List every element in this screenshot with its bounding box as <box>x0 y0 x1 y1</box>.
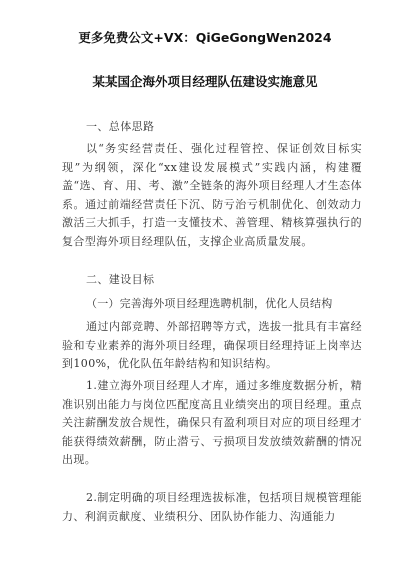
section-paragraph-1: 以“务实经营责任、强化过程管控、保证创效目标实现”为纲领，深化“xx建设发展模式”实践内涵，构建覆盖“选、育、用、考、激”全链条的海外项目经理人才生态体系。通过前端经营责任下沉、防亏治亏机制优化、创效动力激活三大抓手，打造一支懂技术、善管理、精核算强执行的复合型海外项目经理队伍，支撑企业高质量发展。 <box>62 142 362 248</box>
document-title: 某某国企海外项目经理队伍建设实施意见 <box>92 74 318 89</box>
subsection-paragraph-1: 通过内部竞聘、外部招聘等方式，选拔一批具有丰富经验和专业素养的海外项目经理，确保项目经理持证上岗率达到100%，优化队伍年龄结构和知识结构。 <box>62 320 362 370</box>
watermark-text: 更多免费公文+VX：QiGeGongWen2024 <box>78 30 332 45</box>
list-item-2: 2.制定明确的项目经理选拔标准，包括项目规模管理能力、利润贡献度、业绩积分、团队协作能力、沟通能力 <box>62 491 362 523</box>
section-heading-1: 一、总体思路 <box>86 120 155 133</box>
section-heading-2: 二、建设目标 <box>86 273 155 286</box>
subsection-heading-1: （一）完善海外项目经理选聘机制，优化人员结构 <box>86 297 333 310</box>
list-item-1: 1.建立海外项目经理人才库，通过多维度数据分析，精准识别出能力与岗位匹配度高且业绩突出的项目经理。重点关注薪酬发放合规性，确保只有盈利项目对应的项目经理才能获得绩效薪酬，防止潜亏、亏损项目发放绩效薪酬的情况出现。 <box>62 379 362 466</box>
